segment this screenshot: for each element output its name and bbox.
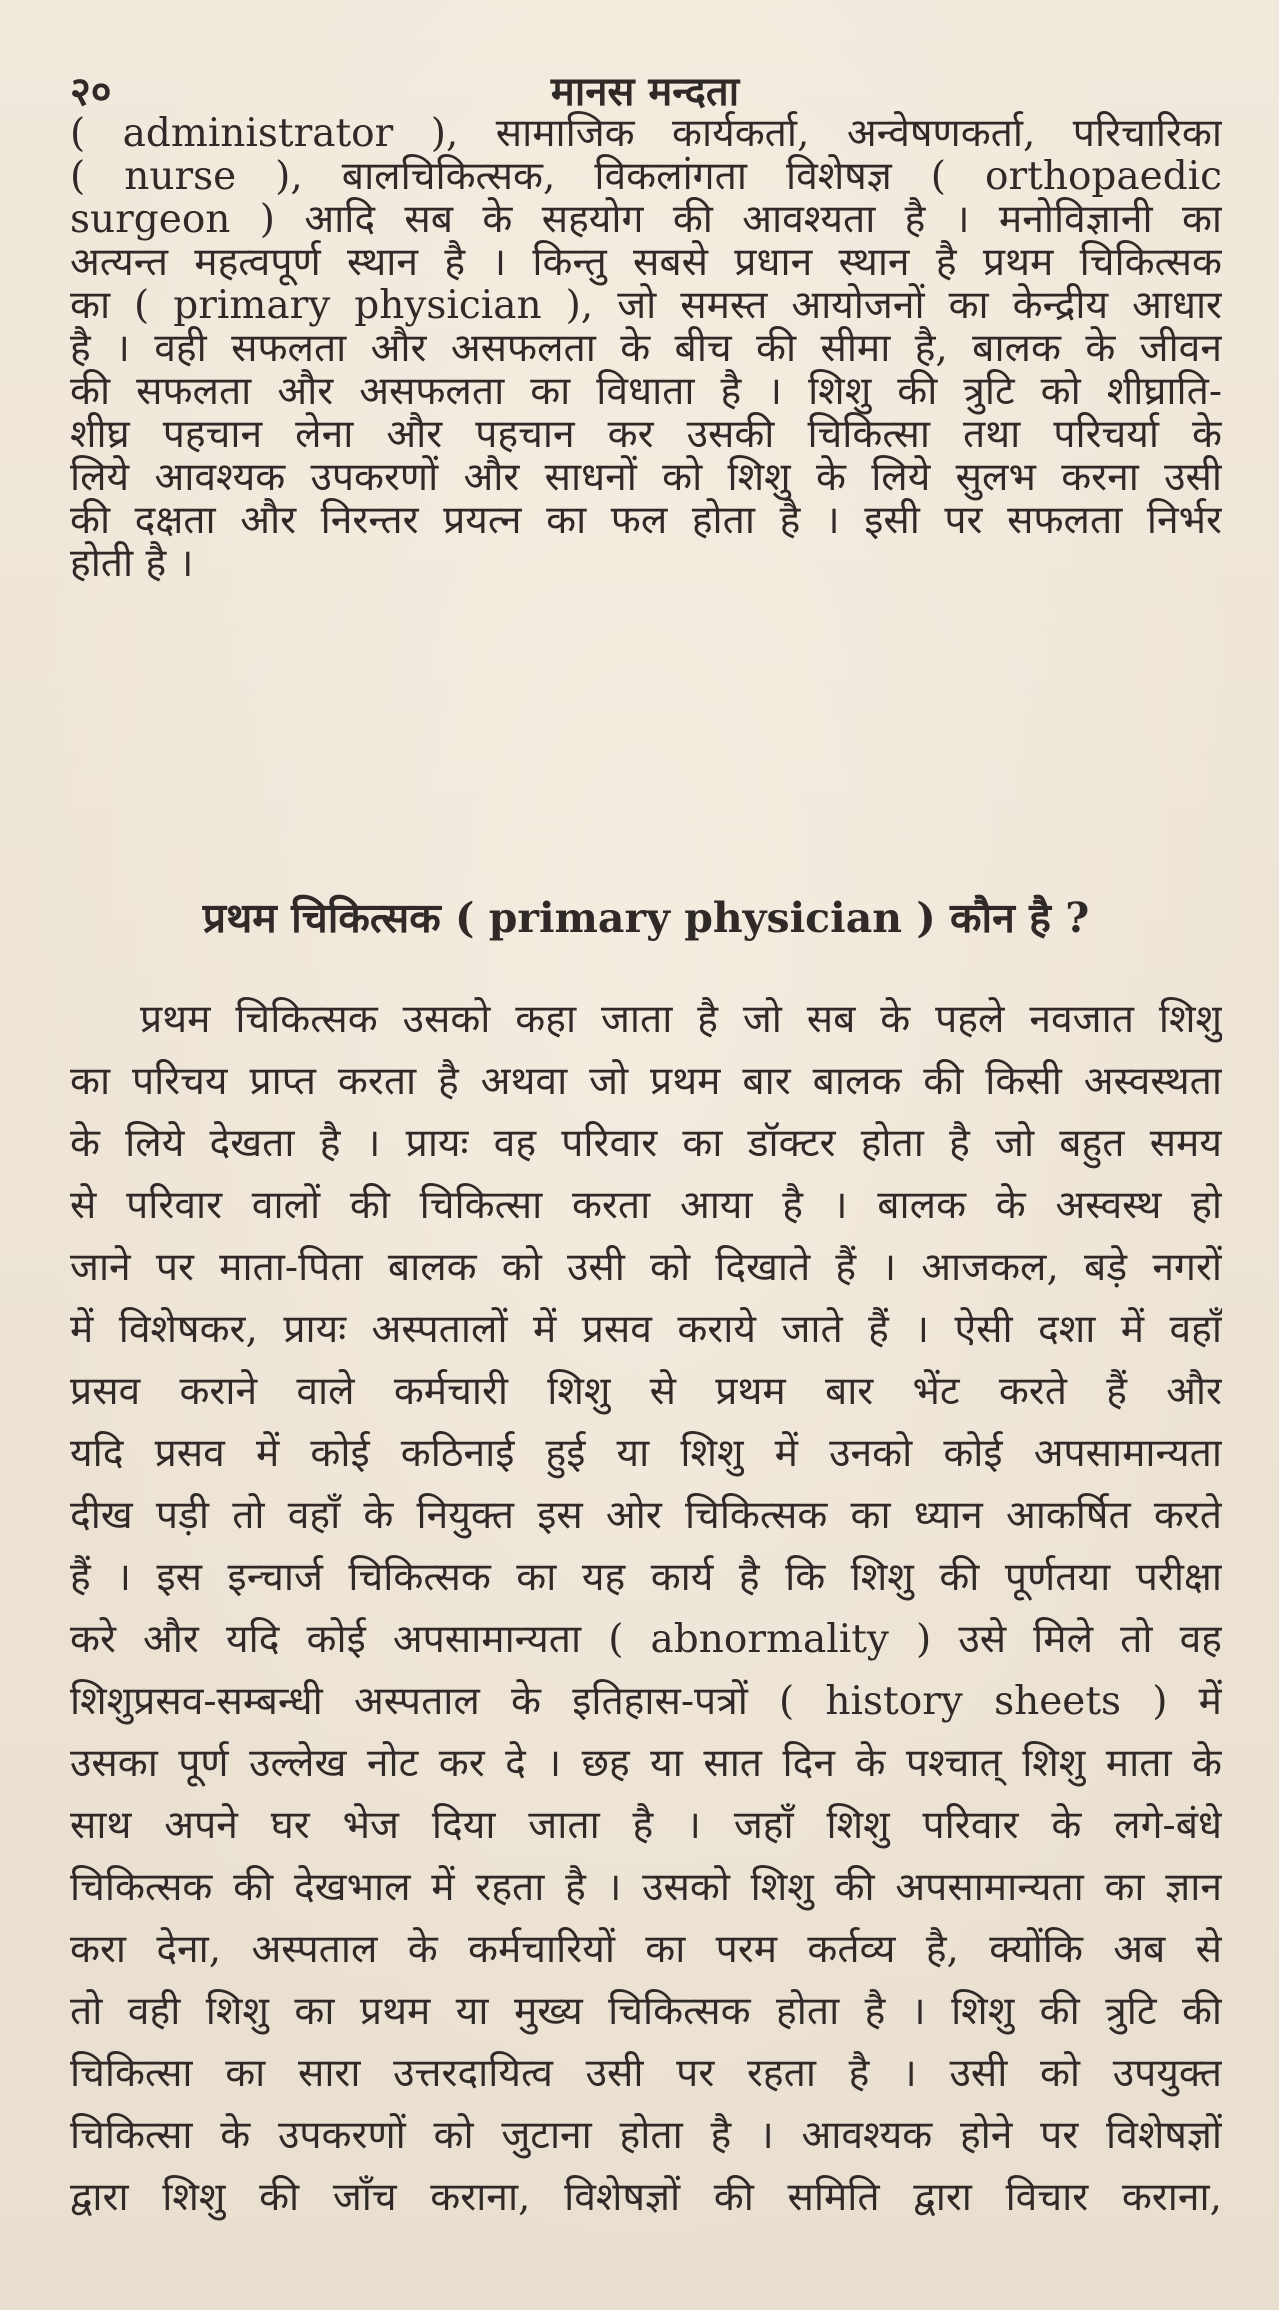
- text-line: लिये आवश्यक उपकरणों और साधनों को शिशु के लिये सुलभ करना उसी: [70, 455, 1222, 500]
- text-line: अत्यन्त महत्वपूर्ण स्थान है । किन्तु सबसे प्रधान स्थान है प्रथम चिकित्सक: [70, 240, 1222, 285]
- text-line: शिशुप्रसव-सम्बन्धी अस्पताल के इतिहास-पत्रों ( history sheets ) में: [70, 1679, 1222, 1724]
- text-line: करे और यदि कोई अपसामान्यता ( abnormality ) उसे मिले तो वह: [70, 1617, 1222, 1662]
- page-number: २०: [70, 68, 112, 115]
- text-line: दीख पड़ी तो वहाँ के नियुक्त इस ओर चिकित्सक का ध्यान आकर्षित करते: [70, 1493, 1222, 1538]
- text-line: प्रसव कराने वाले कर्मचारी शिशु से प्रथम बार भेंट करते हैं और: [70, 1369, 1222, 1414]
- text-line: ( nurse ), बालचिकित्सक, विकलांगता विशेषज्ञ ( orthopaedic: [70, 154, 1222, 199]
- text-line: ( administrator ), सामाजिक कार्यकर्ता, अन्वेषणकर्ता, परिचारिका: [70, 111, 1222, 156]
- text-line: हैं । इस इन्चार्ज चिकित्सक का यह कार्य है कि शिशु की पूर्णतया परीक्षा: [70, 1555, 1222, 1600]
- text-line: की दक्षता और निरन्तर प्रयत्न का फल होता है । इसी पर सफलता निर्भर: [70, 498, 1222, 543]
- text-line: करा देना, अस्पताल के कर्मचारियों का परम कर्तव्य है, क्योंकि अब से: [70, 1927, 1222, 1972]
- text-line: चिकित्सक की देखभाल में रहता है । उसको शिशु की अपसामान्यता का ज्ञान: [70, 1865, 1222, 1910]
- text-line: से परिवार वालों की चिकित्सा करता आया है । बालक के अस्वस्थ हो: [70, 1183, 1222, 1228]
- text-line: चिकित्सा के उपकरणों को जुटाना होता है । आवश्यक होने पर विशेषज्ञों: [70, 2113, 1222, 2158]
- text-line: है । वही सफलता और असफलता के बीच की सीमा है, बालक के जीवन: [70, 326, 1222, 371]
- text-line: surgeon ) आदि सब के सहयोग की आवश्यता है । मनोविज्ञानी का: [70, 197, 1222, 242]
- text-line: होती है ।: [70, 541, 194, 586]
- text-line: द्वारा शिशु की जाँच कराना, विशेषज्ञों की समिति द्वारा विचार कराना,: [70, 2175, 1222, 2220]
- text-line: की सफलता और असफलता का विधाता है । शिशु की त्रुटि को शीघ्राति-: [70, 369, 1222, 414]
- text-line: का परिचय प्राप्त करता है अथवा जो प्रथम बार बालक की किसी अस्वस्थता: [70, 1059, 1222, 1104]
- text-line: शीघ्र पहचान लेना और पहचान कर उसकी चिकित्सा तथा परिचर्या के: [70, 412, 1222, 457]
- running-title: मानस मन्दता: [550, 68, 740, 115]
- text-line: के लिये देखता है । प्रायः वह परिवार का डॉक्टर होता है जो बहुत समय: [70, 1121, 1222, 1166]
- text-line: चिकित्सा का सारा उत्तरदायित्व उसी पर रहता है । उसी को उपयुक्त: [70, 2051, 1222, 2096]
- text-line: यदि प्रसव में कोई कठिनाई हुई या शिशु में उनको कोई अपसामान्यता: [70, 1431, 1222, 1476]
- text-line: प्रथम चिकित्सक उसको कहा जाता है जो सब के पहले नवजात शिशु: [140, 997, 1222, 1042]
- text-line: तो वही शिशु का प्रथम या मुख्य चिकित्सक होता है । शिशु की त्रुटि की: [70, 1989, 1222, 2034]
- text-line: जाने पर माता-पिता बालक को उसी को दिखाते हैं । आजकल, बड़े नगरों: [70, 1245, 1222, 1290]
- text-line: उसका पूर्ण उल्लेख नोट कर दे । छह या सात दिन के पश्चात् शिशु माता के: [70, 1741, 1222, 1786]
- section-heading: प्रथम चिकित्सक ( primary physician ) कौन है ?: [202, 894, 1090, 942]
- text-line: का ( primary physician ), जो समस्त आयोजनों का केन्द्रीय आधार: [70, 283, 1222, 328]
- text-line: साथ अपने घर भेज दिया जाता है । जहाँ शिशु परिवार के लगे-बंधे: [70, 1803, 1222, 1848]
- text-line: में विशेषकर, प्रायः अस्पतालों में प्रसव कराये जाते हैं । ऐसी दशा में वहाँ: [70, 1307, 1222, 1352]
